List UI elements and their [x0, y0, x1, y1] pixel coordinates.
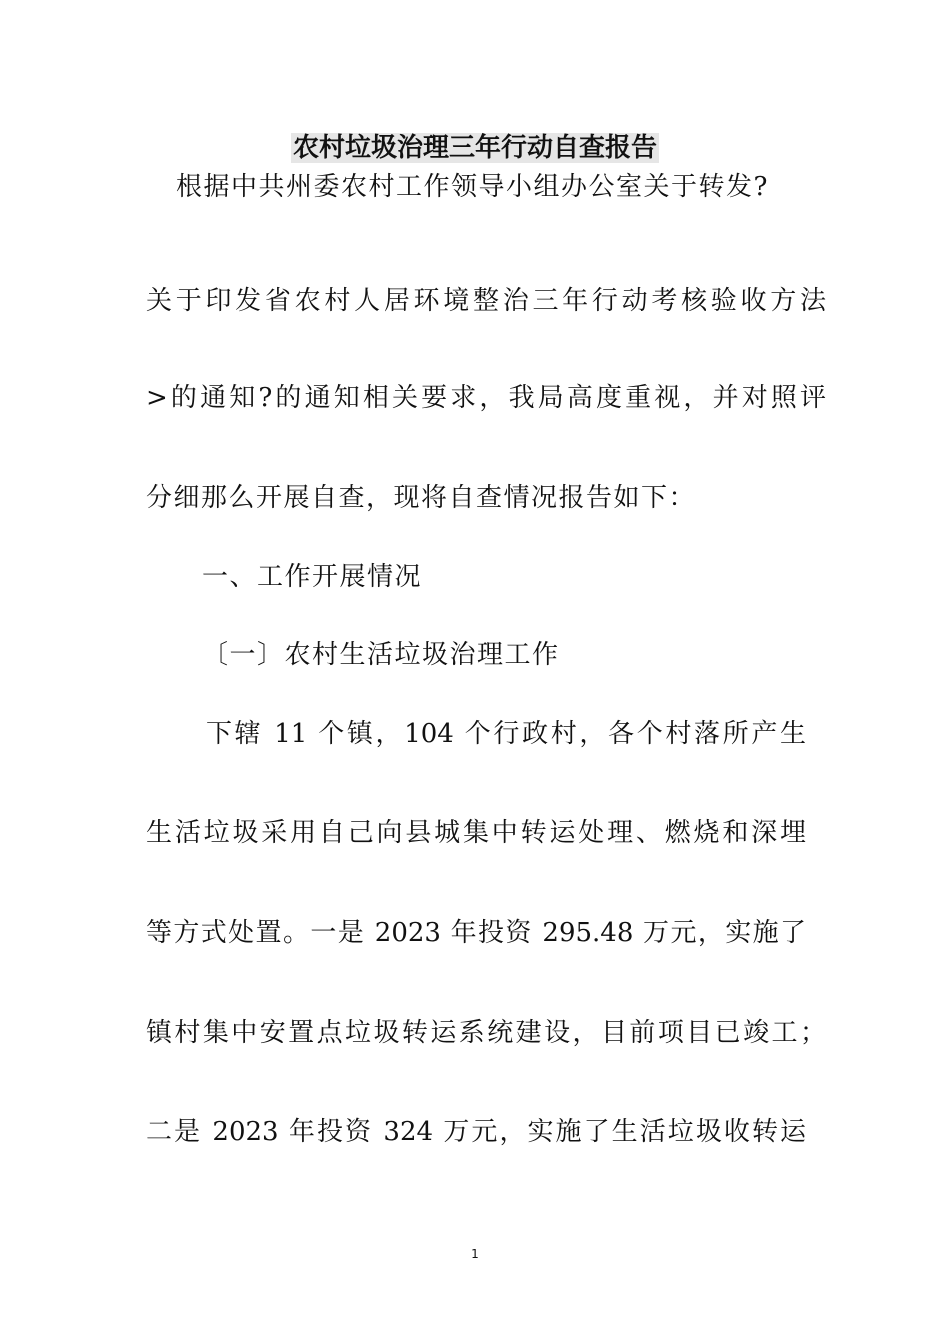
document-title	[0, 128, 950, 168]
paragraph-line-5: 下辖 11 个镇，104 个行政村，各个村落所产生	[206, 719, 806, 749]
paragraph-line-7: 等方式处置。一是 2023 年投资 295.48 万元，实施了	[146, 918, 806, 948]
paragraph-line-9: 二是 2023 年投资 324 万元，实施了生活垃圾收转运	[146, 1117, 806, 1147]
document-title-text: 农村垃圾治理三年行动自查报告	[292, 133, 657, 163]
paragraph-line-1: 根据中共州委农村工作领导小组办公室关于转发?	[176, 172, 769, 202]
paragraph-line-2: 关于印发省农村人居环境整治三年行动考核验收方法	[146, 286, 826, 316]
paragraph-line-3: >的通知?的通知相关要求，我局高度重视，并对照评	[146, 383, 826, 413]
paragraph-line-4: 分细那么开展自查，现将自查情况报告如下：	[146, 483, 697, 513]
paragraph-line-8: 镇村集中安置点垃圾转运系统建设，目前项目已竣工；	[146, 1018, 826, 1048]
page-number: 1	[471, 1247, 479, 1261]
section-heading-1: 一、工作开展情况	[202, 562, 423, 592]
subsection-heading-1: 〔一〕农村生活垃圾治理工作	[202, 640, 560, 670]
paragraph-line-6: 生活垃圾采用自己向县城集中转运处理、燃烧和深埋	[146, 818, 806, 848]
